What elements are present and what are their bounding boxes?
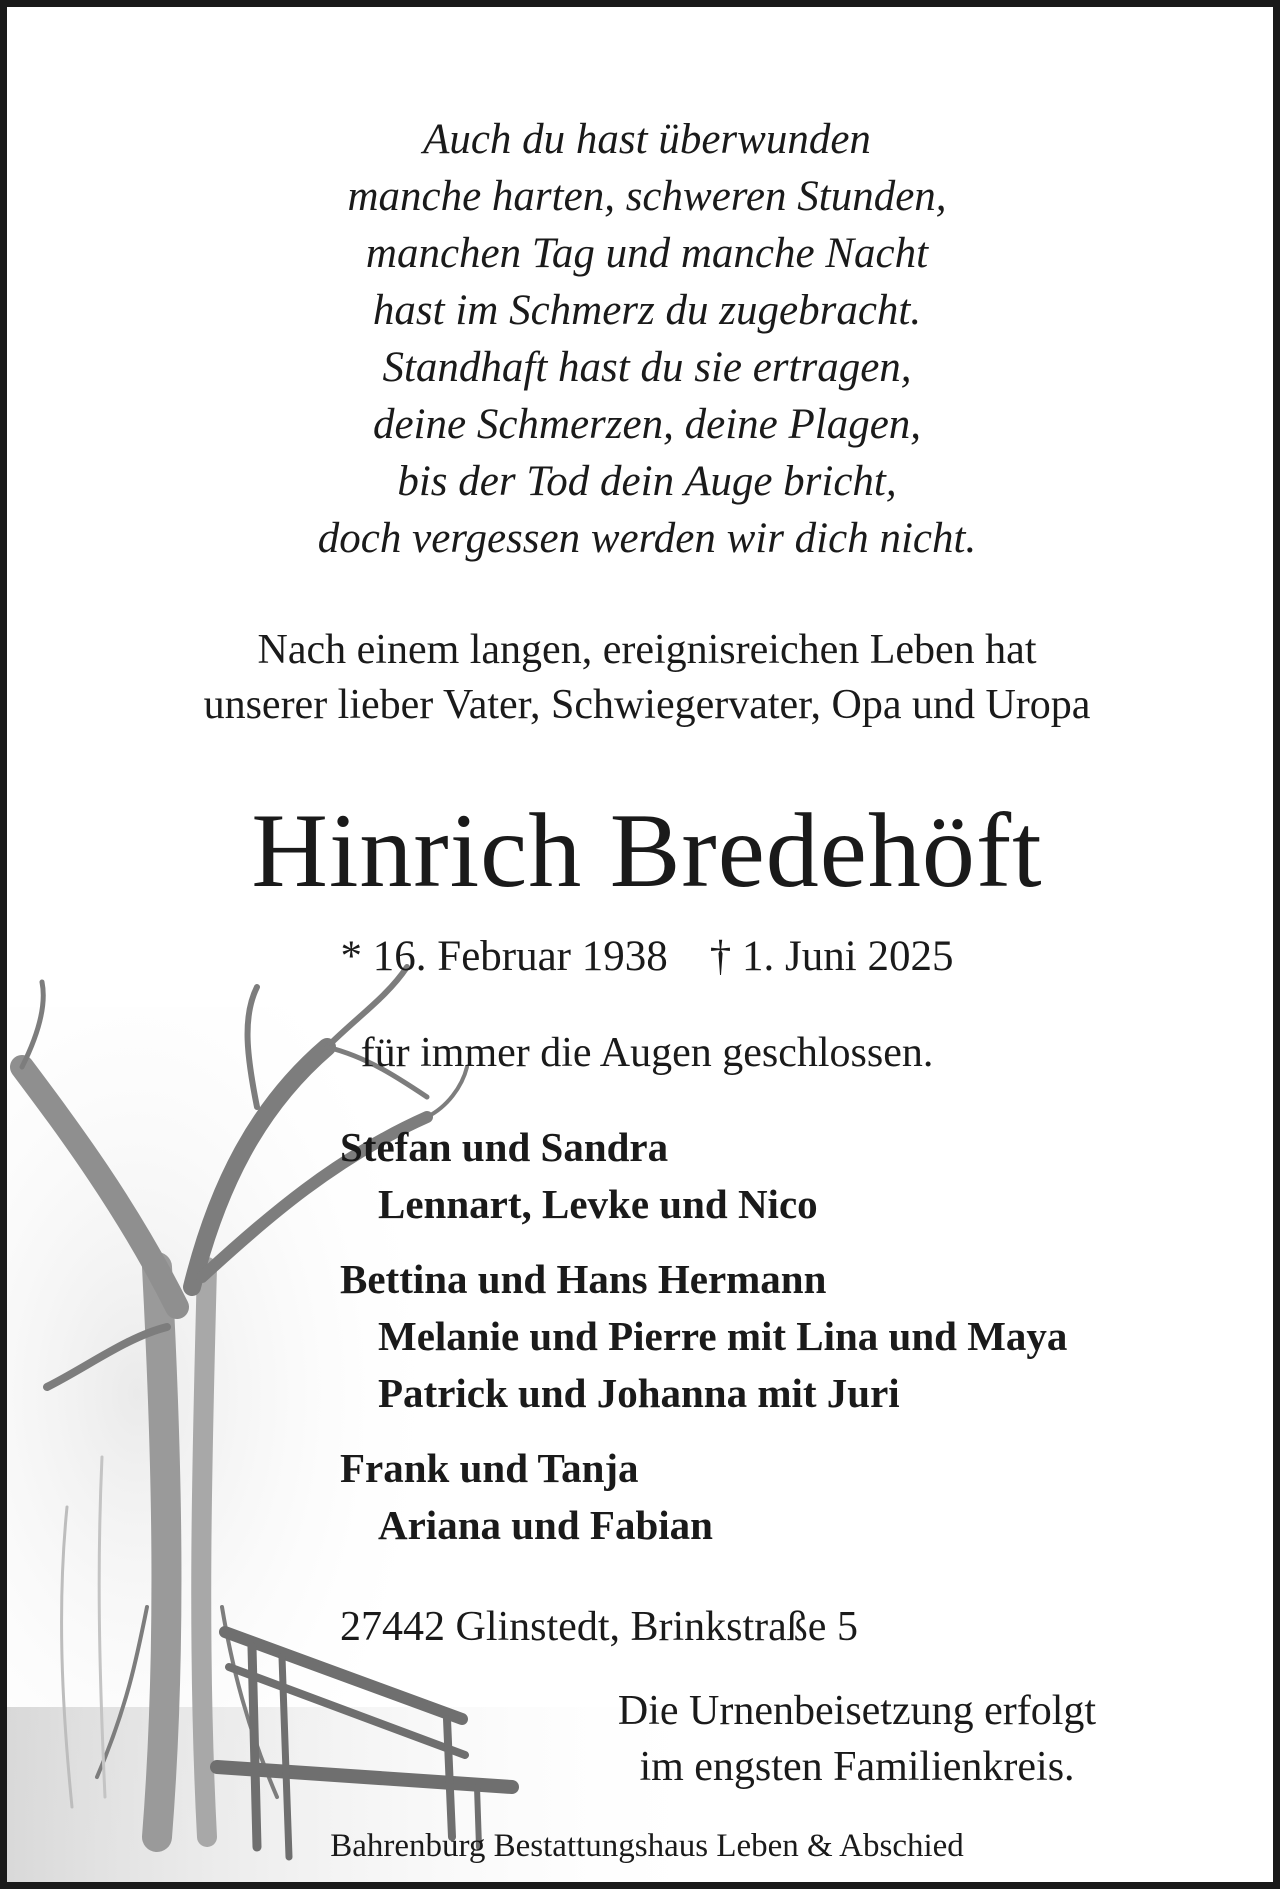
poem-line: manchen Tag und manche Nacht — [365, 230, 929, 277]
intro-line: Nach einem langen, ereignisreichen Leben hat — [257, 627, 1037, 673]
poem-line: doch vergessen werden wir dich nicht. — [317, 515, 977, 562]
poem-line: Auch du hast überwunden — [423, 116, 871, 163]
poem-line: manche harten, schweren Stunden, — [347, 173, 947, 220]
family-children: Lennart, Levke und Nico — [378, 1181, 818, 1227]
family-children: Ariana und Fabian — [378, 1502, 713, 1548]
family-children: Patrick und Johanna mit Juri — [378, 1370, 900, 1416]
family-list — [340, 1119, 1067, 1554]
burial-line: im engsten Familienkreis. — [639, 1744, 1075, 1790]
death-date: † 1. Juni 2025 — [709, 933, 954, 980]
poem-line: bis der Tod dein Auge bricht, — [397, 458, 897, 505]
family-address: 27442 Glinstedt, Brinkstraße 5 — [340, 1604, 858, 1650]
family-children: Melanie und Pierre mit Lina und Maya — [378, 1313, 1068, 1359]
deceased-name: Hinrich Bredehöft — [251, 792, 1043, 909]
burial-line: Die Urnenbeisetzung erfolgt — [617, 1688, 1097, 1734]
burial-note — [537, 1683, 1177, 1795]
poem-line: deine Schmerzen, deine Plagen, — [372, 401, 922, 448]
family-parents: Stefan und Sandra — [340, 1124, 669, 1170]
life-dates — [7, 929, 1280, 985]
family-parents: Frank und Tanja — [340, 1445, 639, 1491]
birth-date: * 16. Februar 1938 — [340, 933, 668, 980]
poem-line: hast im Schmerz du zugebracht. — [372, 287, 922, 334]
memorial-poem — [7, 111, 1280, 567]
family-parents: Bettina und Hans Hermann — [340, 1256, 827, 1302]
intro-line: unserer lieber Vater, Schwiegervater, Opa und Uropa — [203, 682, 1091, 728]
poem-line: Standhaft hast du sie ertragen, — [382, 344, 912, 391]
intro-text — [7, 623, 1280, 733]
undertaker-credit: Bahrenburg Bestattungshaus Leben & Abschied — [330, 1828, 964, 1864]
closing-text: für immer die Augen geschlossen. — [360, 1030, 934, 1076]
